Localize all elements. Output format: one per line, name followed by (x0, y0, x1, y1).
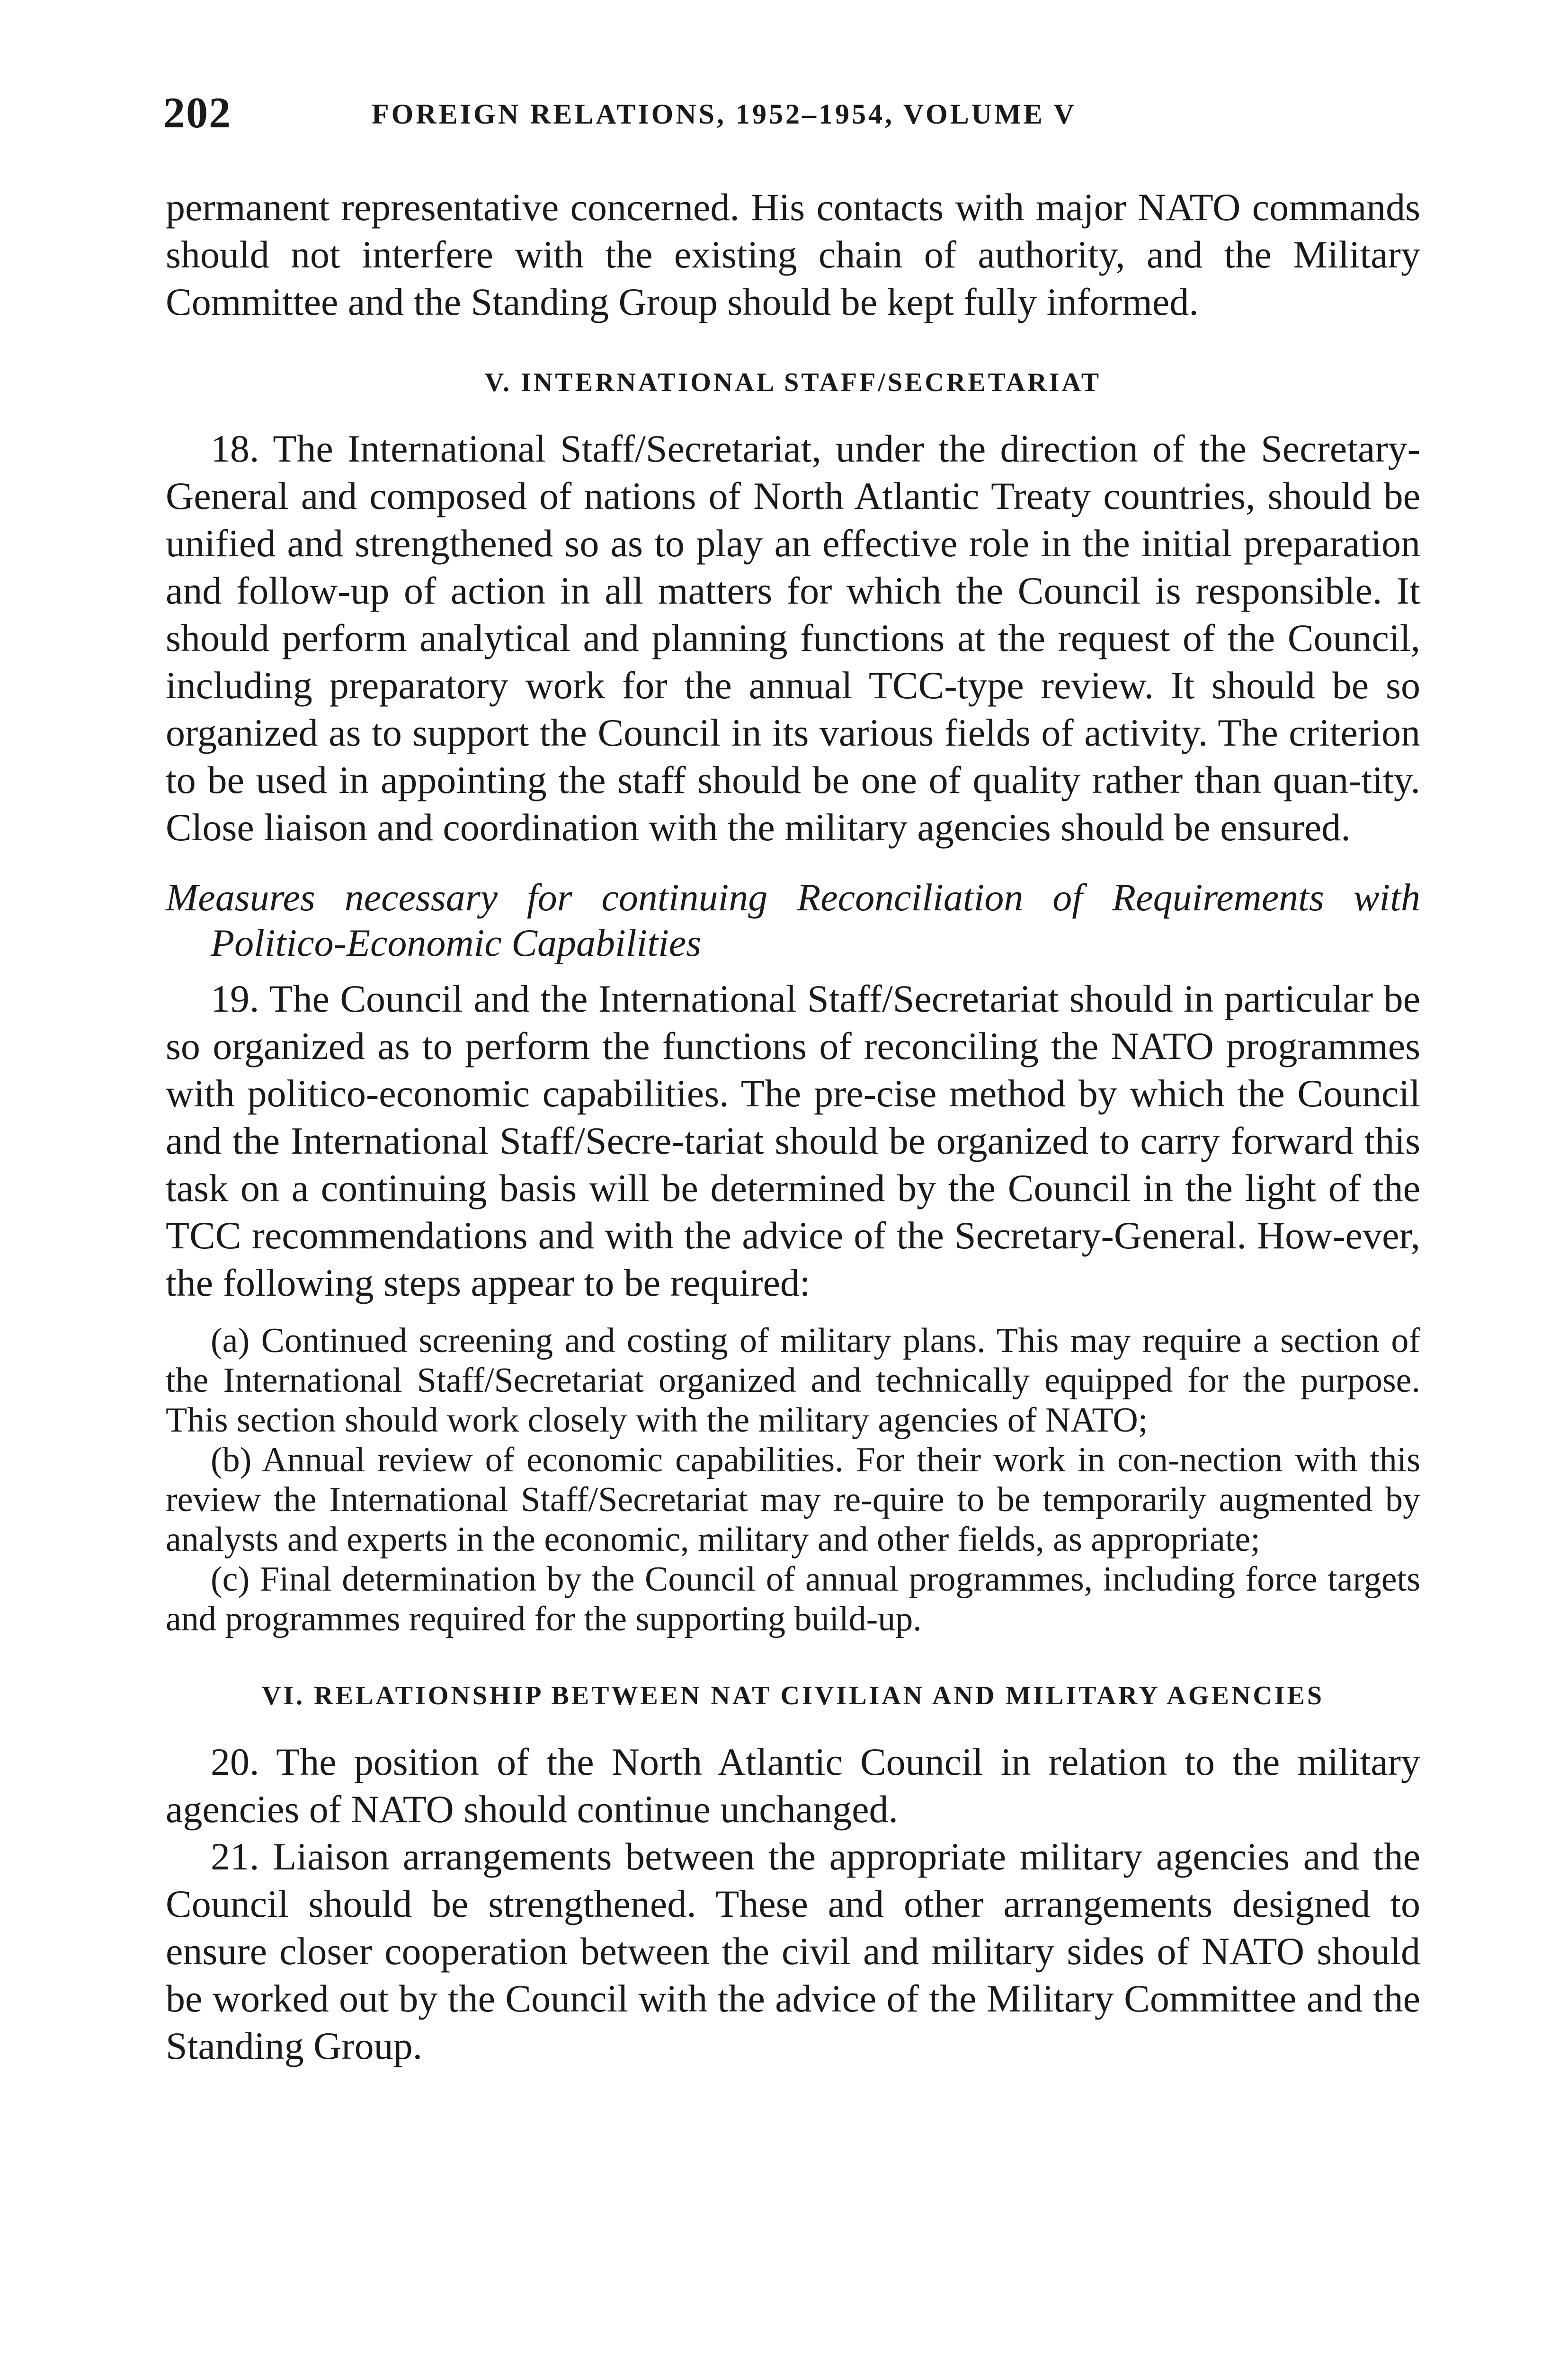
item-a: (a) Continued screening and costing of military plans. This may require a section of the International Staff/Secretariat organized and technically equipped for the purpose. This section should work closely with the military agencies of NATO; (166, 1321, 1420, 1440)
paragraph-18: 18. The International Staff/Secretariat, under the direction of the Secretary-General and composed of nations of North Atlantic Treaty countries, should be unified and strengthened so as to play an effective role in the initial preparation and follow-up of action in all matters for which the Council is responsible. It should perform analytical and planning functions at the request of the Council, including preparatory work for the annual TCC-type review. It should be so organized as to support the Council in its various fields of activity. The criterion to be used in appointing the staff should be one of quality rather than quan-tity. Close liaison and coordination with the military agencies should be ensured. (166, 427, 1420, 849)
paragraph-19: 19. The Council and the International Staff/Secretariat should in particular be so organized as to perform the functions of reconciling the NATO programmes with politico-economic capabilities. The pre-cise method by which the Council and the International Staff/Secre-tariat should be organized to carry forward this task on a continuing basis will be determined by the Council in the light of the TCC recommendations and with the advice of the Secretary-General. How-ever, the following steps appear to be required: (166, 977, 1420, 1304)
item-c: (c) Final determination by the Council of annual programmes, including force targets and programmes required for the supporting build-up. (166, 1560, 1420, 1638)
page-body (166, 184, 1420, 2070)
section-heading-vi: VI. RELATIONSHIP BETWEEN NAT CIVILIAN AND MILITARY AGENCIES (261, 1681, 1325, 1710)
continuation-paragraph: permanent representative concerned. His contacts with major NATO commands should not interfere with the existing chain of authority, and the Military Committee and the Standing Group should be kept fully informed. (166, 186, 1420, 323)
paragraph-20: 20. The position of the North Atlantic Council in relation to the military agencies of NATO should continue unchanged. (166, 1740, 1420, 1831)
page-number: 202 (163, 89, 232, 137)
page-header (163, 88, 1423, 144)
running-title: FOREIGN RELATIONS, 1952–1954, VOLUME V (372, 98, 1077, 130)
paragraph-21: 21. Liaison arrangements between the appropriate military agencies and the Council should be strengthened. These and other arrangements designed to ensure closer cooperation between the civil and military sides of NATO should be worked out by the Council with the advice of the Military Committee and the Standing Group. (166, 1835, 1420, 2067)
measures-subheading: Measures necessary for continuing Reconciliation of Requirements with Politico-Economic Capabilities (166, 876, 1420, 964)
item-b: (b) Annual review of economic capabilities. For their work in con-nection with this review the International Staff/Secretariat may re-quire to be temporarily augmented by analysts and experts in the economic, military and other fields, as appropriate; (166, 1441, 1420, 1559)
section-heading-v: V. INTERNATIONAL STAFF/SECRETARIAT (484, 368, 1102, 397)
